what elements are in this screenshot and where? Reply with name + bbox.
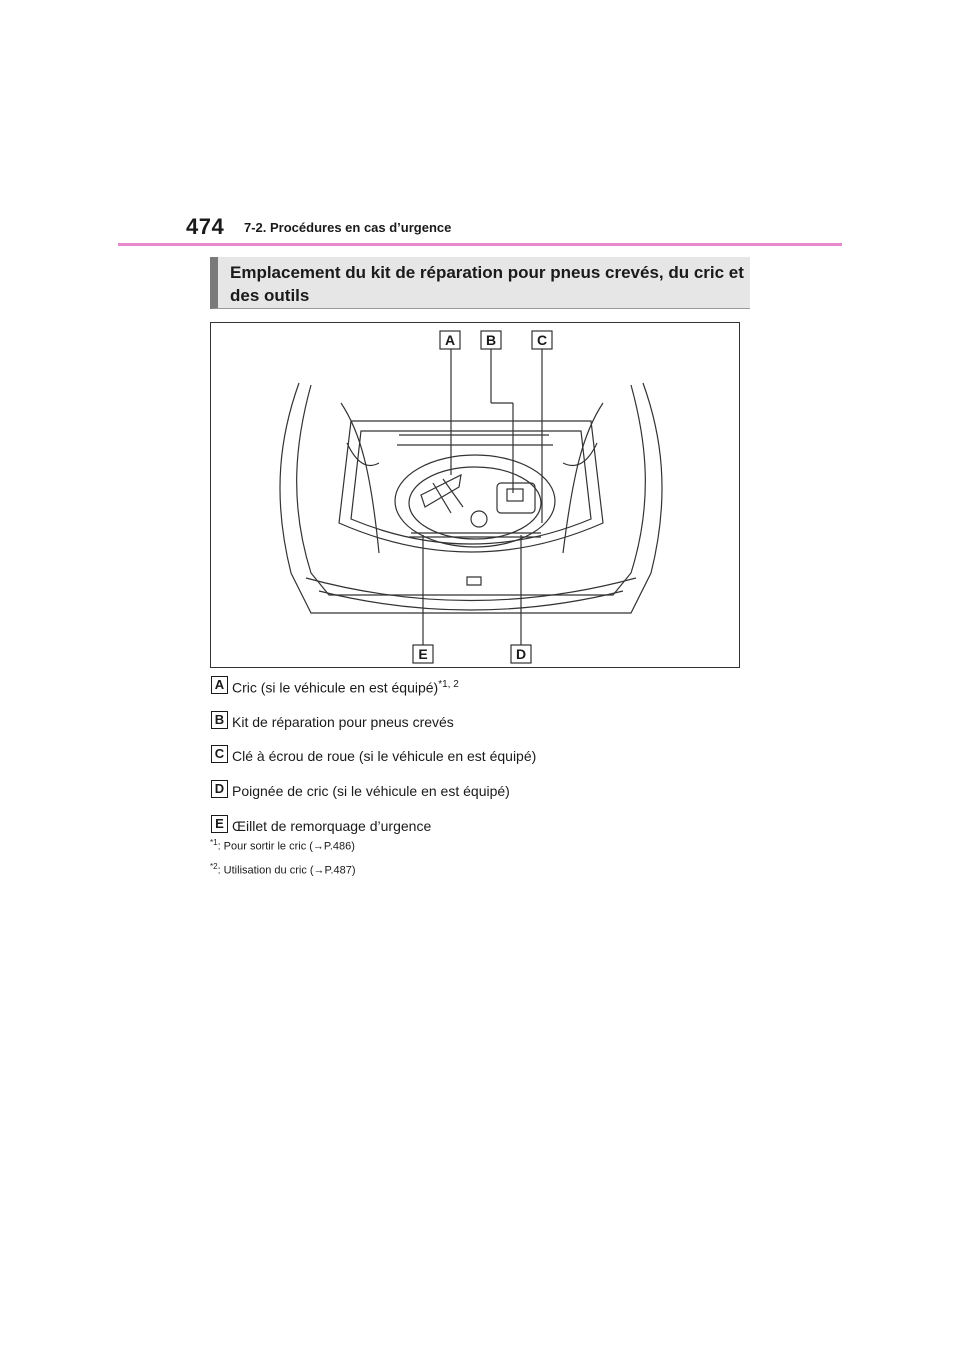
callout-text-d: Poignée de cric (si le véhicule en est équipé) <box>232 783 510 799</box>
callout-letter-d: D <box>211 780 228 798</box>
section-title: 7-2. Procédures en cas d’urgence <box>244 220 452 235</box>
callout-text-e: Œillet de remorquage d’urgence <box>232 818 432 834</box>
label-a: A <box>444 332 456 348</box>
footnote-1-text: : Pour sortir le cric (→P.486) <box>217 840 355 853</box>
callout-text-b: Kit de réparation pour pneus crevés <box>232 714 454 730</box>
trunk-drawing <box>211 323 739 667</box>
heading-title: Emplacement du kit de réparation pour pneus crevés, du cric et des outils <box>230 263 744 305</box>
footnote-2 <box>210 862 356 877</box>
section-heading <box>210 257 750 309</box>
trunk-illustration <box>210 322 740 668</box>
footnote-1 <box>210 838 355 853</box>
footnote-2-text: : Utilisation du cric (→P.487) <box>217 864 356 877</box>
label-b: B <box>485 332 497 348</box>
footnote-2-marker: *2 <box>210 862 218 871</box>
callout-letter-c: C <box>211 745 228 763</box>
callout-text-c: Clé à écrou de roue (si le véhicule en est équipé) <box>232 748 537 764</box>
callout-letter-b: B <box>211 711 228 729</box>
callout-letter-e: E <box>211 815 228 833</box>
callout-text-a: Cric (si le véhicule en est équipé) <box>232 679 439 696</box>
callout-letter-a: A <box>211 676 228 694</box>
label-e: E <box>418 646 428 662</box>
callout-sup-a: *1, 2 <box>438 679 459 690</box>
label-c: C <box>536 332 548 348</box>
footnote-1-marker: *1 <box>210 838 218 847</box>
label-d: D <box>515 646 527 662</box>
page-number: 474 <box>186 214 225 239</box>
header-rule <box>118 243 842 246</box>
